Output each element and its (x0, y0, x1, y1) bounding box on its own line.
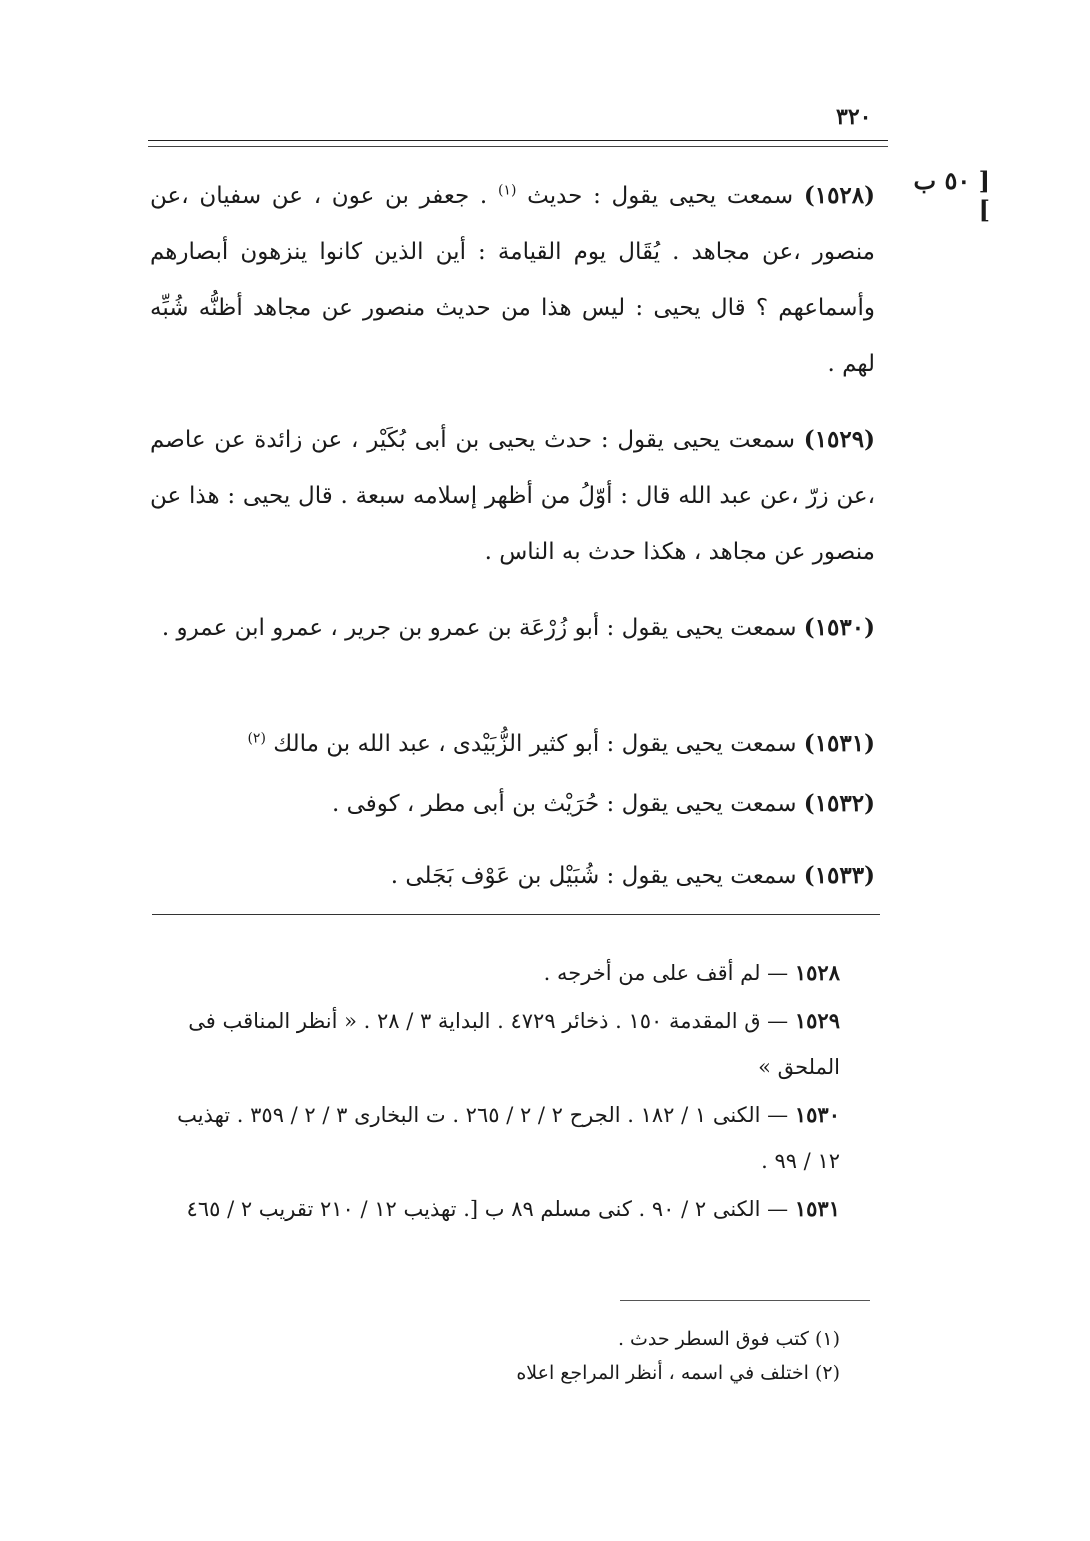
reference-text: — ق المقدمة ١٥٠ . ذخائر ٤٧٢٩ . البداية ٣ / ٢٨ . « أنظر المناقب فى الملحق » (188, 1009, 840, 1079)
footnote-marker: (٢) (247, 730, 266, 747)
page-number: ٣٢٠ (836, 104, 872, 130)
entry-text: سمعت يحيى يقول : أبو زُرْعَة بن عمرو بن جرير ، عمرو ابن عمرو . (161, 615, 797, 641)
entry-text: سمعت يحيى يقول : أبو كثير الزُّبَيْدى ، عبد الله بن مالك (273, 731, 797, 757)
entry-text: سمعت يحيى يقول : حديث (527, 183, 794, 209)
reference-number: ١٥٣١ (794, 1196, 840, 1221)
entry-paragraph (150, 168, 875, 392)
footnotes-section (300, 1322, 840, 1390)
footnote-item: (٢) اختلف في اسمه ، أنظر المراجع اعلاه (516, 1362, 840, 1384)
reference-item (152, 1186, 840, 1232)
entry-number: (١٥٣٣) (803, 862, 875, 889)
entry-text: سمعت يحيى يقول : حُرَيْث بن أبى مطر ، كوفى . (332, 791, 797, 817)
header-rule-secondary (148, 146, 888, 147)
reference-text: — لم أقف على من أخرجه . (543, 961, 789, 985)
entry-paragraph (150, 848, 875, 904)
footnotes-divider (620, 1300, 870, 1301)
entry-1529 (150, 412, 875, 580)
reference-item (152, 1092, 840, 1184)
entry-text: سمعت يحيى يقول : حدث يحيى بن أبى بُكَيْر ، عن زائدة عن عاصم ،عن زرّ ،عن عبد الله قال : أوّلُ من أظهر إسلامه سبعة . قال يحيى : هذا عن منصور عن مجاهد ، هكذا حدث به الناس . (150, 427, 875, 565)
entry-number: (١٥٣٢) (803, 790, 875, 817)
entry-text-continued: . جعفر بن عون ، عن سفيان ،عن منصور ،عن مجاهد . يُقَال يوم القيامة : أين الذين كانوا ينزهون أبصارهم وأسماعهم ؟ قال يحيى : ليس هذا من حديث منصور عن مجاهد أظنُّه شُبِّه لهم . (150, 183, 875, 377)
entry-number: (١٥٣١) (803, 730, 875, 757)
entry-paragraph (150, 600, 875, 656)
entry-paragraph (150, 776, 875, 832)
reference-text: — الكنى ١ / ١٨٢ . الجرح ٢ / ٢ / ٢٦٥ . ت البخارى ٣ / ٢ / ٣٥٩ . تهذيب ١٢ / ٩٩ . (177, 1103, 840, 1173)
entry-1532 (150, 776, 875, 832)
entry-paragraph (150, 412, 875, 580)
entry-1531 (150, 716, 875, 772)
entry-number: (١٥٢٨) (803, 182, 876, 209)
reference-text: — الكنى ٢ / ٩٠ . كنى مسلم ٨٩ ب [. تهذيب ١٢ / ٢١٠ تقريب ٢ / ٤٦٥ (186, 1197, 789, 1221)
references-divider (152, 914, 880, 915)
reference-number: ١٥٣٠ (794, 1102, 840, 1127)
references-section (152, 950, 840, 1234)
header-rule (148, 140, 888, 141)
entry-text: سمعت يحيى يقول : شُبَيْل بن عَوْف بَجَلى . (390, 863, 797, 889)
entry-paragraph (150, 716, 875, 772)
footnote-item: (١) كتب فوق السطر حدث . (617, 1328, 840, 1350)
entry-1530 (150, 600, 875, 656)
reference-item (152, 998, 840, 1090)
reference-item (152, 950, 840, 996)
entry-number: (١٥٣٠) (803, 614, 875, 641)
reference-number: ١٥٢٩ (794, 1008, 840, 1033)
manuscript-folio-note: [ ٥٠ ب ] (913, 166, 990, 224)
entry-1528 (150, 168, 875, 392)
entry-1533 (150, 848, 875, 904)
footnote-marker: (١) (497, 182, 517, 199)
entry-number: (١٥٢٩) (803, 426, 875, 453)
reference-number: ١٥٢٨ (794, 960, 840, 985)
